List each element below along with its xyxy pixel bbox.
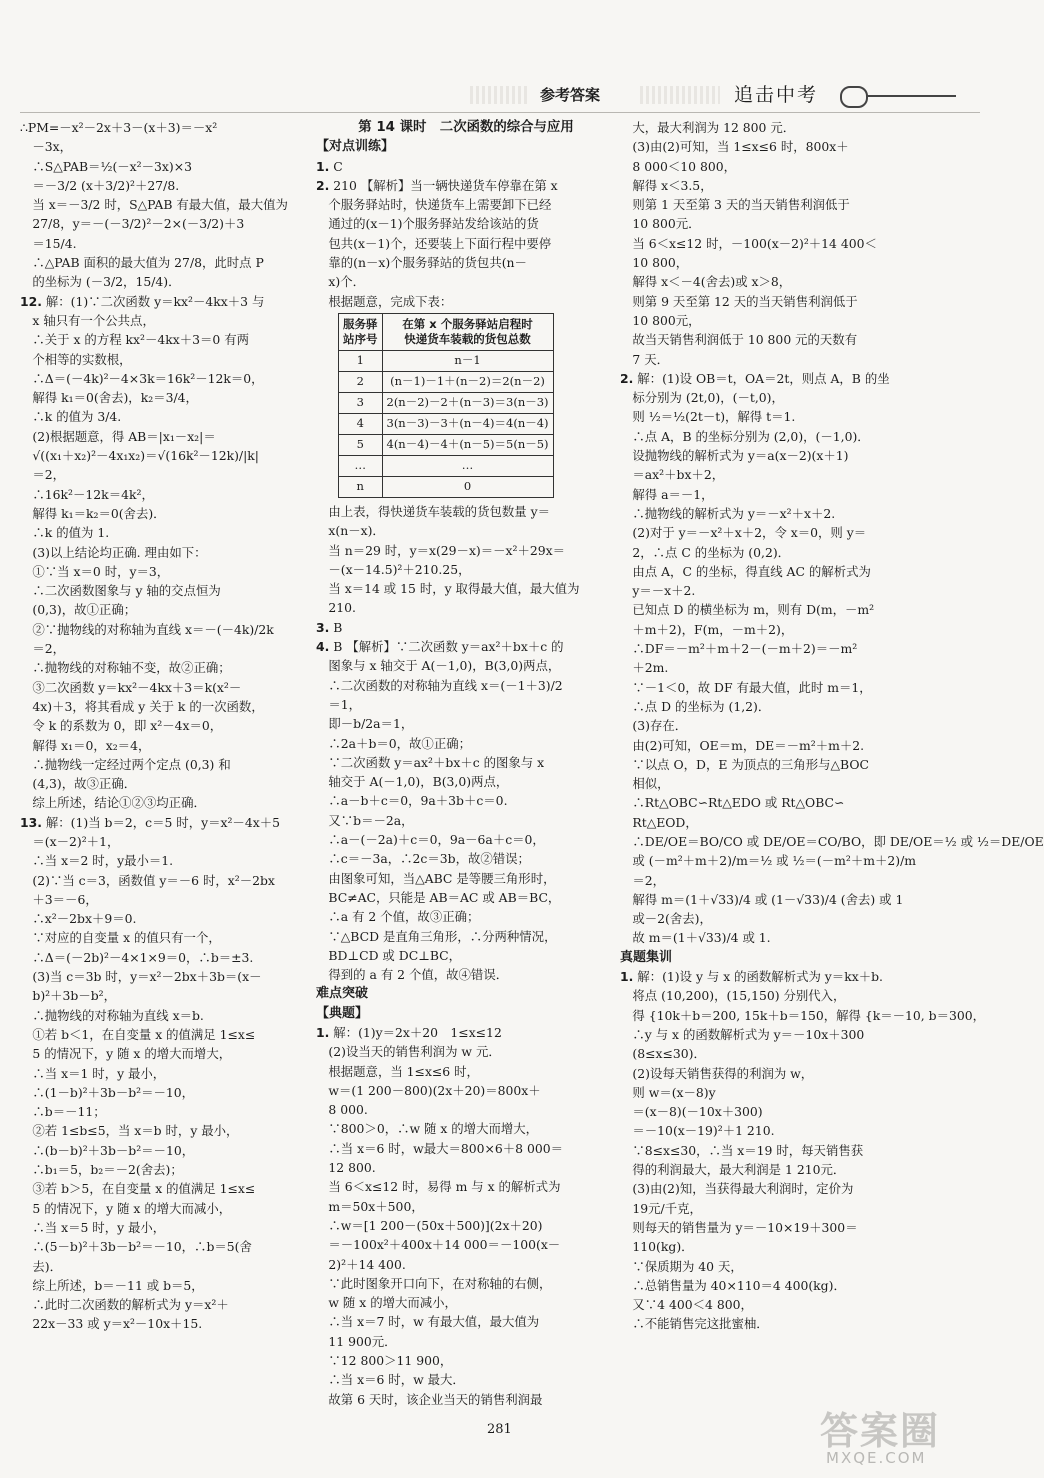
answer-line: ∴当 x＝5 时，y 最小， bbox=[20, 1219, 166, 1235]
answer-line: ∵以点 O，D，E 为顶点的三角形与△BOC bbox=[620, 756, 869, 772]
answer-line: y＝－x＋2. bbox=[620, 583, 696, 599]
answer-line: 已知点 D 的横坐标为 m，则有 D(m，－m² bbox=[620, 602, 875, 618]
answer-line: 解得 m＝(1＋√33)/4 或 (1－√33)/4 (舍去) 或 1 bbox=[620, 891, 904, 907]
answer-line: ∴点 A，B 的坐标分别为 (2,0)，(－1,0)． bbox=[620, 428, 870, 444]
answer-line: 当 n＝29 时，y＝x(29－x)＝－x²＋29x＝ bbox=[316, 542, 566, 558]
answer-line: ∴k 的值为 3/4. bbox=[20, 409, 122, 425]
answer-line: (2)∵当 c＝3，函数值 y＝－6 时，x²－2bx bbox=[20, 872, 275, 888]
answer-block bbox=[620, 118, 1044, 948]
table-cell: 2(n－2)－2＋(n－3)＝3(n－3) bbox=[382, 392, 553, 413]
answer-line: 5 的情况下，y 随 x 的增大而减小， bbox=[20, 1200, 232, 1216]
answer-line: 则 w＝(x－8)y bbox=[620, 1084, 716, 1100]
series-logo-icon bbox=[840, 86, 868, 108]
answer-line: －(x－14.5)²＋210.25， bbox=[316, 561, 471, 577]
answer-line: Rt△EOD， bbox=[620, 814, 698, 830]
answer-line: 27/8，y＝－(－3/2)²－2×(－3/2)＋3 bbox=[20, 216, 245, 232]
answer-line: 又∵b＝－2a， bbox=[316, 812, 414, 828]
answer-line: ＝－10(x－19)²＋1 210. bbox=[620, 1123, 775, 1139]
answer-line: 4x)＋3，将其看成 y 关于 k 的一次函数， bbox=[20, 698, 264, 714]
answer-line: 10 800， bbox=[620, 255, 689, 271]
table-row bbox=[339, 476, 554, 497]
answer-line: 或 (－m²＋m＋2)/m＝½ 或 ½＝(－m²＋m＋2)/m bbox=[620, 853, 917, 869]
answer-line: ＋m＋2)，F(m，－m＋2)， bbox=[620, 621, 794, 637]
answer-line: 22x－33 或 y＝x²－10x＋15. bbox=[20, 1316, 203, 1332]
answer-line: 得到的 a 有 2 个值，故④错误． bbox=[316, 967, 509, 983]
answer-line: 13. 解：(1)当 b＝2，c＝5 时，y＝x²－4x＋5 bbox=[20, 814, 280, 830]
answer-line: ③二次函数 y＝kx²－4kx＋3＝k(x²－ bbox=[20, 679, 242, 695]
answer-line: (8≤x≤30)． bbox=[620, 1046, 706, 1062]
answer-line: 综上所述，结论①②③均正确． bbox=[20, 795, 206, 811]
table-cell: … bbox=[382, 455, 553, 476]
answer-line: ∴a 有 2 个值，故③正确； bbox=[316, 909, 480, 925]
answer-line: 8 000＜10 800， bbox=[620, 158, 736, 174]
answer-line: 令 k 的系数为 0，即 x²－4x＝0， bbox=[20, 718, 223, 734]
answer-line: 10 800元． bbox=[620, 216, 701, 232]
answer-line: ①∵当 x＝0 时，y＝3， bbox=[20, 563, 170, 579]
answer-line: 1. 解：(1)y＝2x＋20 1≤x≤12 bbox=[316, 1024, 502, 1040]
answer-line: w 随 x 的增大而减小， bbox=[316, 1295, 457, 1311]
answer-line: ∵对应的自变量 x 的值只有一个， bbox=[20, 930, 221, 946]
answer-line: 当 x＝14 或 15 时，y 取得最大值，最大值为 bbox=[316, 581, 580, 597]
answer-line: 解得 k₁＝0(舍去)，k₂＝3/4， bbox=[20, 390, 198, 406]
answer-line: 的坐标为 (－3/2，15/4)． bbox=[20, 274, 181, 290]
answer-line: ∴(b－b)²＋3b－b²＝－10， bbox=[20, 1142, 195, 1158]
answer-line: 个相等的实数根， bbox=[20, 351, 132, 367]
answer-line: 标分别为 (2t,0)，(－t,0)， bbox=[620, 390, 784, 406]
header-divider bbox=[20, 112, 980, 113]
answer-line: ＝(x－2)²＋1， bbox=[20, 833, 120, 849]
answer-line: 2)²＋14 400. bbox=[316, 1256, 406, 1272]
answer-line: ∵8≤x≤30，∴当 x＝19 时，每天销售获 bbox=[620, 1142, 864, 1158]
answer-line: ∴当 x＝1 时，y 最小， bbox=[20, 1065, 166, 1081]
answer-line: ∴当 x＝2 时，y最小＝1. bbox=[20, 853, 174, 869]
answer-line: 10 800元， bbox=[620, 312, 701, 328]
answer-line: BD⊥CD 或 DC⊥BC， bbox=[316, 947, 462, 963]
answer-line: 3. B bbox=[316, 619, 343, 635]
answer-line: 2. 210 【解析】当一辆快递货车停靠在第 x bbox=[316, 177, 558, 193]
table-cell: 1 bbox=[339, 350, 383, 371]
answer-line: 12 800. bbox=[316, 1160, 376, 1176]
answer-line: 又∵4 400＜4 800， bbox=[620, 1297, 753, 1313]
answer-line: ∴DE/OE＝BO/CO 或 DE/OE＝CO/BO，即 DE/OE＝½ 或 ½＝DE/OE bbox=[620, 833, 1044, 849]
page-header bbox=[0, 78, 1000, 114]
answer-line: ＝ax²＋bx＋2， bbox=[620, 467, 725, 483]
table-cell: n bbox=[339, 476, 383, 497]
answer-line: 则第 9 天至第 12 天的当天销售利润低于 bbox=[620, 293, 858, 309]
answer-line: 2. 解：(1)设 OB＝t，OA＝2t，则点 A，B 的坐 bbox=[620, 370, 890, 386]
answer-line: ②∵抛物线的对称轴为直线 x＝－(－4k)/2k bbox=[20, 621, 274, 637]
table-cell: 4(n－4)－4＋(n－5)＝5(n－5) bbox=[382, 434, 553, 455]
answer-line: ∵△BCD 是直角三角形，∴分两种情况， bbox=[316, 928, 557, 944]
answer-line: ∴不能销售完这批蜜柚． bbox=[620, 1316, 769, 1332]
answer-line: x(n－x)． bbox=[316, 523, 385, 539]
table-cell: 4 bbox=[339, 413, 383, 434]
table-body bbox=[339, 350, 554, 497]
answer-line: ∴16k²－12k＝4k²， bbox=[20, 486, 154, 502]
answer-line: ∴抛物线的解析式为 y＝－x²＋x＋2. bbox=[620, 505, 836, 521]
table-cell: … bbox=[339, 455, 383, 476]
header-series-title: 追击中考 bbox=[734, 84, 819, 106]
answer-line: ＝－100x²＋400x＋14 000＝－100(x－ bbox=[316, 1237, 561, 1253]
answer-line: ∴当 x＝6 时，w最大＝800×6＋8 000＝ bbox=[316, 1140, 564, 1156]
answer-line: 19元/千克， bbox=[620, 1200, 702, 1216]
answer-line: 综上所述，b＝－11 或 b＝5， bbox=[20, 1277, 204, 1293]
answer-line: ∴Δ＝(－2b)²－4×1×9＝0，∴b＝±3. bbox=[20, 949, 254, 965]
answer-line: ∴S△PAB＝½(－x²－3x)×3 bbox=[20, 158, 192, 174]
answer-line: 1. C bbox=[316, 158, 343, 174]
answer-line: 7 天． bbox=[620, 351, 669, 367]
answer-line: ∴抛物线的对称轴为直线 x＝b. bbox=[20, 1007, 204, 1023]
answer-line: 或－2(舍去)， bbox=[620, 911, 712, 927]
answer-line: ∴y 与 x 的函数解析式为 y＝－10x＋300 bbox=[620, 1026, 865, 1042]
answer-line: 11 900元． bbox=[316, 1333, 397, 1349]
answer-line: 轴交于 A(－1,0)，B(3,0)两点， bbox=[316, 774, 509, 790]
answer-line: (2)对于 y＝－x²＋x＋2，令 x＝0，则 y＝ bbox=[620, 525, 867, 541]
answer-line: ③若 b＞5，在自变量 x 的值满足 1≤x≤ bbox=[20, 1181, 256, 1197]
answer-line: (0,3)，故①正确； bbox=[20, 602, 137, 618]
table-header-cell: 服务驿 站序号 bbox=[339, 313, 383, 350]
answer-line: 设抛物线的解析式为 y＝a(x－2)(x＋1) bbox=[620, 448, 849, 464]
answer-line: ∴当 x＝7 时，w 有最大值，最大值为 bbox=[316, 1314, 540, 1330]
answer-line: x)个． bbox=[316, 274, 365, 290]
watermark-logo-text: 答案圈 bbox=[820, 1409, 941, 1453]
answer-line: 4. B 【解析】∵二次函数 y＝ax²＋bx＋c 的 bbox=[316, 639, 564, 655]
answer-line: ＝15/4. bbox=[20, 235, 77, 251]
answer-line: 靠的(n－x)个服务驿站的货包共(n－ bbox=[316, 255, 527, 271]
answer-line: 故 m＝(1＋√33)/4 或 1. bbox=[620, 930, 771, 946]
answer-line: ＝1， bbox=[316, 696, 362, 712]
answer-line: 将点 (10,200)，(15,150) 分别代入， bbox=[620, 988, 846, 1004]
answer-line: ＋3＝－6， bbox=[20, 891, 98, 907]
table-row bbox=[339, 413, 554, 434]
answer-block bbox=[316, 157, 616, 311]
answer-line: 解得 a＝－1， bbox=[620, 486, 714, 502]
answer-line: 2，∴点 C 的坐标为 (0,2)． bbox=[620, 544, 791, 560]
answer-line: 即－b/2a＝1， bbox=[316, 716, 414, 732]
answer-line: (3)存在． bbox=[620, 718, 688, 734]
answer-line: 由点 A，C 的坐标，得直线 AC 的解析式为 bbox=[620, 563, 871, 579]
answer-line: 当 x＝－3/2 时，S△PAB 有最大值，最大值为 bbox=[20, 197, 288, 213]
answer-line: b)²＋3b－b²， bbox=[20, 988, 117, 1004]
answer-line: 得的利润最大，最大利润是 1 210元． bbox=[620, 1162, 846, 1178]
answer-block bbox=[620, 967, 986, 1334]
answer-line: ∴当 x＝6 时，w 最大． bbox=[316, 1372, 465, 1388]
answer-line: ＝2， bbox=[620, 872, 666, 888]
answer-line: m＝50x＋500， bbox=[316, 1198, 424, 1214]
header-decoration bbox=[470, 86, 530, 104]
header-decoration bbox=[640, 86, 720, 104]
answer-line: ∴DF＝－m²＋m＋2－(－m＋2)＝－m² bbox=[620, 641, 858, 657]
table-header-row bbox=[339, 313, 554, 350]
answer-line: 解得 x＜－4(舍去)或 x＞8， bbox=[620, 274, 792, 290]
section-heading: 难点突破 bbox=[316, 986, 369, 1002]
answer-line: ∴a－b＋c＝0，9a＋3b＋c＝0. bbox=[316, 793, 508, 809]
answer-line: ∵此时图象开口向下，在对称轴的右侧， bbox=[316, 1275, 552, 1291]
answer-line: ∴2a＋b＝0，故①正确； bbox=[316, 735, 471, 751]
answer-line: 则第 1 天至第 3 天的当天销售利润低于 bbox=[620, 197, 850, 213]
answer-line: 图象与 x 轴交于 A(－1,0)，B(3,0)两点， bbox=[316, 658, 561, 674]
answer-line: 通过的(x－1)个服务驿站发给该站的货 bbox=[316, 216, 539, 232]
answer-line: 根据题意，完成下表： bbox=[316, 293, 453, 309]
answer-line: ∵－1＜0，故 DF 有最大值，此时 m＝1， bbox=[620, 679, 872, 695]
answer-line: 大，最大利润为 12 800 元． bbox=[620, 120, 796, 135]
answer-line: ∵800＞0，∴w 随 x 的增大而增大， bbox=[316, 1121, 539, 1137]
table-row bbox=[339, 455, 554, 476]
answer-block bbox=[316, 1023, 616, 1409]
answer-line: (3)以上结论均正确. 理由如下： bbox=[20, 544, 207, 560]
answer-line: w＝(1 200－800)(2x＋20)＝800x＋ bbox=[316, 1082, 541, 1098]
answer-line: ∴(1－b)²＋3b－b²＝－10， bbox=[20, 1084, 195, 1100]
answer-line: 个服务驿站时，快递货车上需要卸下已经 bbox=[316, 197, 552, 213]
page-number: 281 bbox=[487, 1422, 512, 1437]
table-cell: (n－1)－1＋(n－2)＝2(n－2) bbox=[382, 371, 553, 392]
header-rule bbox=[866, 95, 956, 97]
table-cell: 2 bbox=[339, 371, 383, 392]
watermark bbox=[820, 1400, 990, 1470]
answer-line: ∴Δ＝(－4k)²－4×3k＝16k²－12k＝0， bbox=[20, 370, 264, 386]
watermark-url: MXQE.COM bbox=[826, 1449, 927, 1467]
table-cell: 5 bbox=[339, 434, 383, 455]
answer-line: (3)当 c＝3b 时，y＝x²－2bx＋3b＝(x－ bbox=[20, 969, 262, 985]
table-cell: 3 bbox=[339, 392, 383, 413]
answer-line: ∴b＝－11； bbox=[20, 1104, 106, 1120]
answer-line: ∴(5－b)²＋3b－b²＝－10，∴b＝5(舍 bbox=[20, 1239, 252, 1255]
answer-line: 解得 x＜3.5， bbox=[620, 177, 713, 193]
answer-line: x 轴只有一个公共点， bbox=[20, 312, 155, 328]
answer-line: ∴k 的值为 1. bbox=[20, 525, 110, 541]
answer-line: ∴PM=－x²－2x＋3－(x＋3)＝－x² bbox=[20, 120, 218, 135]
answer-line: ∴c＝－3a，∴2c＝3b，故②错误； bbox=[316, 851, 530, 867]
answer-line: ∴此时二次函数的解析式为 y＝x²＋ bbox=[20, 1297, 229, 1313]
table-cell: 3(n－3)－3＋(n－4)＝4(n－4) bbox=[382, 413, 553, 434]
answer-line: ∴关于 x 的方程 kx²－4kx＋3＝0 有两 bbox=[20, 332, 250, 348]
answer-line: ∴a－(－2a)＋c＝0，9a－6a＋c＝0， bbox=[316, 832, 545, 848]
answer-line: 得 {10k＋b＝200, 15k＋b＝150，解得 {k＝－10, b＝300， bbox=[620, 1007, 986, 1023]
header-section-label: 参考答案 bbox=[540, 86, 601, 104]
answer-line: 由上表，得快递货车装载的货包数量 y＝ bbox=[316, 503, 550, 519]
answer-line: (2)设每天销售获得的利润为 w， bbox=[620, 1065, 814, 1081]
answer-line: (2)根据题意，得 AB＝|x₁－x₂|＝ bbox=[20, 428, 216, 444]
table-row bbox=[339, 371, 554, 392]
answer-line: ∵保质期为 40 天， bbox=[620, 1258, 743, 1274]
answer-block bbox=[316, 502, 616, 984]
answer-line: 去)． bbox=[20, 1258, 63, 1274]
answer-line: ∴点 D 的坐标为 (1,2)． bbox=[620, 698, 771, 714]
answer-line: 由图象可知，当△ABC 是等腰三角形时， bbox=[316, 870, 556, 886]
answer-line: ∴总销售量为 40×110＝4 400(kg)． bbox=[620, 1277, 846, 1293]
answer-line: 解得 x₁＝0，x₂＝4， bbox=[20, 737, 151, 753]
answer-column-left bbox=[20, 118, 312, 1334]
answer-line: 当 6＜x≤12 时，－100(x－2)²＋14 400＜ bbox=[620, 235, 877, 251]
answer-line: ∴抛物线的对称轴不变，故②正确； bbox=[20, 660, 231, 676]
table-header-cell: 在第 x 个服务驿站启程时 快递货车装载的货包总数 bbox=[382, 313, 553, 350]
answer-line: ＝－3/2 (x＋3/2)²＋27/8. bbox=[20, 177, 180, 193]
table-row bbox=[339, 434, 554, 455]
answer-line: 则 ½＝½(2t－t)，解得 t＝1. bbox=[620, 409, 796, 425]
answer-column-right bbox=[620, 118, 1044, 1334]
answer-line: (3)由(2)知，当获得最大利润时，定价为 bbox=[620, 1181, 854, 1197]
answer-line: ①若 b＜1，在自变量 x 的值满足 1≤x≤ bbox=[20, 1026, 256, 1042]
answer-line: 当 6＜x≤12 时，易得 m 与 x 的解析式为 bbox=[316, 1179, 561, 1195]
answer-column-middle bbox=[316, 118, 616, 1409]
answer-line: ∴抛物线一定经过两个定点 (0,3) 和 bbox=[20, 756, 231, 772]
answer-line: ∴△PAB 面积的最大值为 27/8，此时点 P bbox=[20, 255, 264, 271]
answer-line: ＋2m. bbox=[620, 660, 669, 676]
answer-line: 12. 解：(1)∵二次函数 y＝kx²－4kx＋3 与 bbox=[20, 293, 265, 309]
answer-line: 包共(x－1)个，还要装上下面行程中要停 bbox=[316, 235, 552, 251]
answer-line: 故当天销售利润低于 10 800 元的天数有 bbox=[620, 332, 858, 348]
answer-line: ②若 1≤b≤5，当 x＝b 时，y 最小， bbox=[20, 1123, 239, 1139]
answer-line: ∴二次函数的对称轴为直线 x＝(－1＋3)/2 bbox=[316, 677, 563, 693]
table-row bbox=[339, 392, 554, 413]
section-heading: 【对点训练】 bbox=[316, 139, 395, 155]
answer-line: √((x₁＋x₂)²－4x₁x₂)＝√(16k²－12k)/|k| bbox=[20, 448, 259, 464]
answer-line: ＝2， bbox=[20, 467, 66, 483]
table-cell: 0 bbox=[382, 476, 553, 497]
answer-line: ∴b₁＝5，b₂＝－2(舍去)； bbox=[20, 1162, 183, 1178]
answer-line: (4,3)，故③正确． bbox=[20, 776, 137, 792]
answer-line: －3x， bbox=[20, 139, 73, 155]
answer-line: ∴w＝[1 200－(50x＋500)](2x＋20) bbox=[316, 1217, 543, 1233]
answer-line: 解得 k₁＝k₂＝0(舍去)． bbox=[20, 505, 166, 521]
answer-line: 1. 解：(1)设 y 与 x 的函数解析式为 y＝kx＋b. bbox=[620, 969, 883, 985]
answer-line: (3)由(2)可知，当 1≤x≤6 时，800x＋ bbox=[620, 139, 849, 155]
lesson-title: 第 14 课时 二次函数的综合与应用 bbox=[358, 120, 574, 135]
answer-line: (2)设当天的销售利润为 w 元． bbox=[316, 1044, 501, 1060]
answer-line: 5 的情况下，y 随 x 的增大而增大， bbox=[20, 1046, 232, 1062]
answer-line: ∵二次函数 y＝ax²＋bx＋c 的图象与 x bbox=[316, 754, 545, 770]
table-row bbox=[339, 350, 554, 371]
data-table bbox=[338, 313, 554, 498]
section-heading: 【典题】 bbox=[316, 1005, 369, 1021]
answer-line: BC≠AC，只能是 AB＝AC 或 AB＝BC， bbox=[316, 889, 561, 905]
answer-line: ＝(x－8)(－10x＋300) bbox=[620, 1104, 763, 1120]
answer-line: 110(kg)． bbox=[620, 1239, 694, 1255]
section-heading: 真题集训 bbox=[620, 949, 673, 965]
answer-line: 则每天的销售量为 y＝－10×19＋300＝ bbox=[620, 1219, 858, 1235]
answer-line: 8 000. bbox=[316, 1102, 368, 1118]
answer-line: 根据题意，当 1≤x≤6 时， bbox=[316, 1063, 479, 1079]
answer-line: ＝2， bbox=[20, 641, 66, 657]
answer-line: ∴x²－2bx＋9＝0. bbox=[20, 911, 137, 927]
answer-line: 故第 6 天时，该企业当天的销售利润最 bbox=[316, 1391, 543, 1407]
answer-line: 由(2)可知，OE＝m，DE＝－m²＋m＋2. bbox=[620, 737, 865, 753]
answer-line: ∴Rt△OBC∽Rt△EDO 或 Rt△OBC∽ bbox=[620, 795, 845, 811]
answer-line: ∵12 800＞11 900， bbox=[316, 1353, 453, 1369]
answer-line: 相似， bbox=[620, 776, 670, 792]
answer-line: ∴二次函数图象与 y 轴的交点恒为 bbox=[20, 583, 221, 599]
answer-line: 210. bbox=[316, 600, 356, 616]
table-cell: n－1 bbox=[382, 350, 553, 371]
